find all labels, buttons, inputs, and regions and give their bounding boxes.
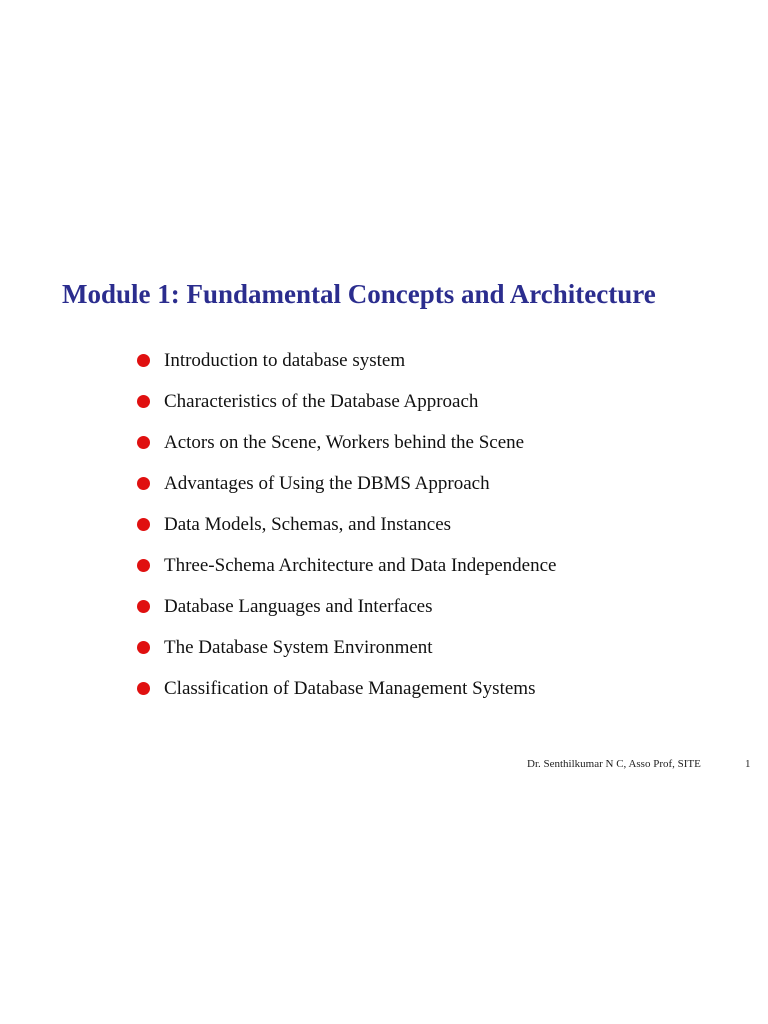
list-item-label: Introduction to database system	[164, 349, 406, 371]
list-item	[137, 422, 556, 463]
red-bullet-icon	[137, 559, 150, 572]
list-item-label: Three-Schema Architecture and Data Independence	[164, 554, 557, 576]
list-item-label: Data Models, Schemas, and Instances	[164, 513, 452, 535]
list-item	[137, 668, 556, 709]
page-number: 1	[745, 758, 751, 770]
list-item	[137, 586, 556, 627]
red-bullet-icon	[137, 641, 150, 654]
red-bullet-icon	[137, 600, 150, 613]
list-item	[137, 545, 556, 586]
list-item-label: The Database System Environment	[164, 636, 433, 658]
footer-author: Dr. Senthilkumar N C, Asso Prof, SITE	[527, 758, 701, 770]
list-item	[137, 504, 556, 545]
list-item	[137, 340, 556, 381]
list-item-label: Classification of Database Management Systems	[164, 677, 536, 699]
list-item	[137, 381, 556, 422]
red-bullet-icon	[137, 395, 150, 408]
page-title: Module 1: Fundamental Concepts and Architecture	[62, 279, 656, 309]
list-item	[137, 627, 556, 668]
list-item-label: Database Languages and Interfaces	[164, 595, 433, 617]
red-bullet-icon	[137, 518, 150, 531]
red-bullet-icon	[137, 682, 150, 695]
red-bullet-icon	[137, 436, 150, 449]
list-item-label: Characteristics of the Database Approach	[164, 390, 479, 412]
red-bullet-icon	[137, 477, 150, 490]
list-item	[137, 463, 556, 504]
topic-list	[137, 340, 556, 709]
list-item-label: Actors on the Scene, Workers behind the Scene	[164, 431, 525, 453]
list-item-label: Advantages of Using the DBMS Approach	[164, 472, 490, 494]
red-bullet-icon	[137, 354, 150, 367]
